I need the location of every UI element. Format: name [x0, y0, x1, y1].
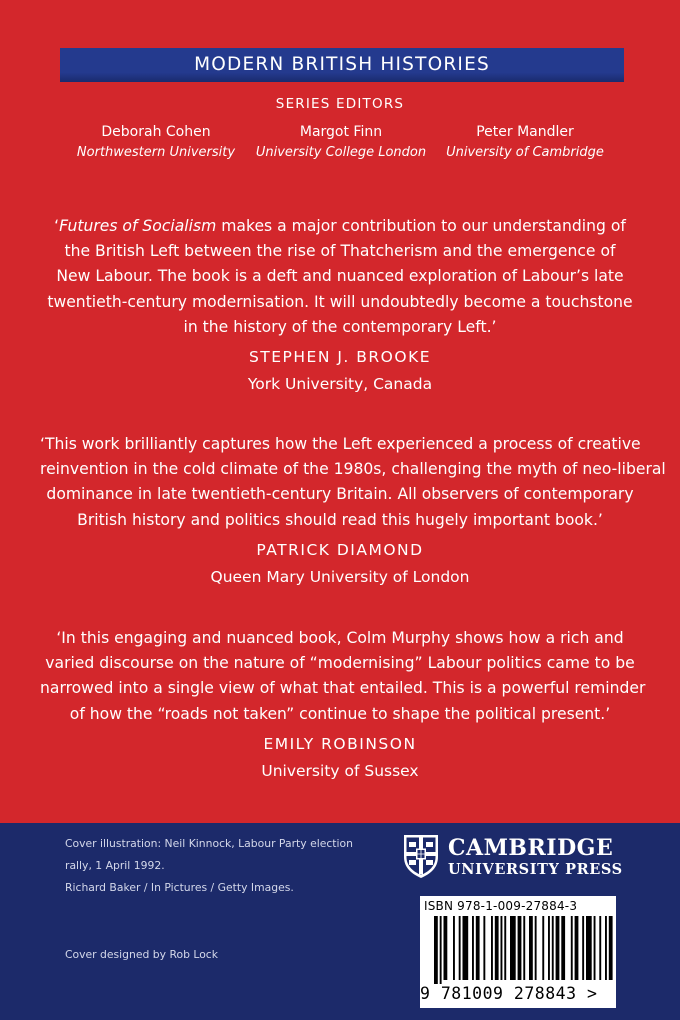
barcode-bar	[575, 916, 579, 980]
barcode-bar	[605, 916, 607, 980]
endorsement-line: in the history of the contemporary Left.’	[183, 317, 497, 336]
credit-line: Richard Baker / In Pictures / Getty Images.	[65, 881, 294, 894]
endorser-name: EMILY ROBINSON	[263, 734, 417, 753]
endorsement-3	[40, 626, 646, 786]
barcode-bar	[459, 916, 461, 980]
barcode-bar	[542, 916, 544, 980]
endorser-affiliation: Queen Mary University of London	[210, 567, 470, 586]
barcode-bar	[434, 916, 438, 984]
endorsement-line: varied discourse on the nature of “modernising” Labour politics came to be	[45, 654, 635, 673]
endorsement-line: of how the “roads not taken” continue to shape the political present.’	[69, 704, 611, 723]
barcode-bar	[518, 916, 522, 980]
barcode-bar	[476, 916, 480, 980]
cambridge-shield-icon	[402, 833, 440, 879]
cover-designer-credit: Cover designed by Rob Lock	[65, 948, 218, 961]
endorsement-line: ‘In this engaging and nuanced book, Colm Murphy shows how a rich and	[56, 629, 624, 647]
editor-2	[241, 122, 441, 164]
endorsement-line: narrowed into a single view of what that entailed. This is a powerful reminder	[40, 679, 646, 698]
barcode-bar	[463, 916, 469, 980]
credit-line: Cover illustration: Neil Kinnock, Labour Party election	[65, 837, 353, 850]
editor-affiliation: University of Cambridge	[446, 145, 604, 160]
endorsement-line: dominance in late twentieth-century Britain. All observers of contemporary	[46, 485, 634, 504]
isbn-barcode	[420, 896, 616, 1008]
endorser-affiliation: University of Sussex	[261, 761, 419, 780]
barcode-bar	[552, 916, 554, 980]
series-banner	[60, 48, 624, 82]
publisher-logo	[400, 833, 630, 883]
barcode-bar	[556, 916, 560, 980]
barcode-bar	[523, 916, 525, 980]
cover-illustration-credit	[65, 833, 353, 899]
barcode-bar	[472, 916, 474, 980]
barcode-bar	[529, 916, 533, 980]
endorser-affiliation: York University, Canada	[247, 375, 433, 394]
series-title: MODERN BRITISH HISTORIES	[194, 54, 490, 75]
publisher-name-line1: CAMBRIDGE	[448, 835, 614, 861]
endorsement-line: twentieth-century modernisation. It will undoubtedly become a touchstone	[47, 292, 633, 311]
endorsement-line: reinvention in the cold climate of the 1980s, challenging the myth of neo-liberal	[40, 460, 666, 479]
barcode-bar	[594, 916, 596, 980]
barcode-bar	[535, 916, 537, 980]
endorsement-line-rest: makes a major contribution to our understanding of	[216, 217, 626, 235]
barcode-bar	[491, 916, 493, 980]
editor-1	[56, 122, 256, 164]
endorsement-line: ‘This work brilliantly captures how the Left experienced a process of creative	[40, 435, 641, 453]
editor-affiliation: Northwestern University	[76, 145, 236, 160]
barcode-bar	[510, 916, 516, 980]
editor-name: Margot Finn	[299, 124, 383, 140]
credit-line: rally, 1 April 1992.	[65, 859, 165, 872]
editor-name: Peter Mandler	[476, 124, 574, 140]
barcode-bar	[501, 916, 503, 980]
publisher-name-line2: UNIVERSITY PRESS	[448, 861, 623, 878]
barcode-bar	[548, 916, 550, 980]
barcode-bar	[571, 916, 573, 980]
endorsement-text	[40, 626, 646, 727]
endorsement-2	[40, 432, 666, 592]
book-title: Futures of Socialism	[59, 217, 217, 235]
barcode-bars	[420, 916, 616, 984]
barcode-bar	[586, 916, 592, 980]
editor-3	[425, 122, 625, 164]
barcode-digits: 9 781009 278843 >	[420, 984, 598, 1003]
endorser-name: PATRICK DIAMOND	[256, 540, 424, 559]
barcode-bar	[483, 916, 485, 980]
editor-name: Deborah Cohen	[101, 124, 211, 140]
editor-affiliation: University College London	[255, 145, 427, 160]
barcode-bar	[444, 916, 448, 980]
barcode-bar	[504, 916, 506, 980]
isbn-label: ISBN 978-1-009-27884-3	[424, 899, 578, 913]
endorsement-text	[40, 432, 666, 533]
barcode-bar	[495, 916, 499, 980]
endorsement-1	[40, 214, 640, 399]
quote-mark: ‘	[54, 217, 60, 235]
endorser-name: STEPHEN J. BROOKE	[248, 348, 432, 367]
endorsement-line: British history and politics should read this hugely important book.’	[77, 510, 603, 529]
endorsement-line: the British Left between the rise of Thatcherism and the emergence of	[64, 242, 616, 261]
endorsement-line: New Labour. The book is a deft and nuanced exploration of Labour’s late	[56, 267, 624, 286]
barcode-bar	[453, 916, 455, 980]
barcode-bar	[599, 916, 601, 980]
barcode-bar	[440, 916, 442, 984]
barcode-bar	[609, 916, 613, 980]
endorsement-text	[40, 214, 640, 340]
endorsement-line	[40, 214, 640, 239]
barcode-bar	[582, 916, 584, 980]
series-editors-label: SERIES EDITORS	[275, 96, 405, 112]
barcode-bar	[561, 916, 565, 980]
